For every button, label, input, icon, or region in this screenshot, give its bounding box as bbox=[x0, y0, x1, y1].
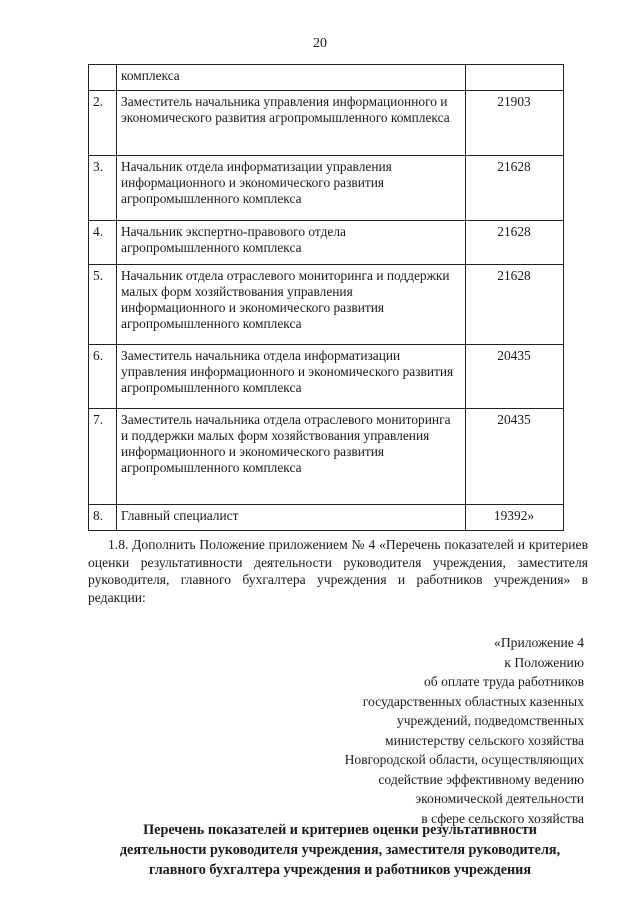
salary-value: 20435 bbox=[466, 409, 564, 505]
row-number: 2. bbox=[89, 91, 117, 156]
row-number: 7. bbox=[89, 409, 117, 505]
appendix-line: к Положению bbox=[504, 654, 584, 670]
table-row bbox=[89, 221, 564, 265]
salary-value: 21628 bbox=[466, 156, 564, 221]
position-title: Начальник экспертно-правового отдела агропромышленного комплекса bbox=[117, 221, 466, 265]
appendix-line: министерству сельского хозяйства bbox=[385, 732, 584, 748]
row-number: 5. bbox=[89, 265, 117, 345]
row-number: 4. bbox=[89, 221, 117, 265]
position-title: Заместитель начальника управления информационного и экономического развития агропромышленного комплекса bbox=[117, 91, 466, 156]
position-title: Главный специалист bbox=[117, 505, 466, 531]
salary-value: 20435 bbox=[466, 345, 564, 409]
position-title: Заместитель начальника отдела отраслевого мониторинга и поддержки малых форм хозяйствования управления информационного и экономического развития агропромышленного комплекса bbox=[117, 409, 466, 505]
salary-value: 19392» bbox=[466, 505, 564, 531]
appendix-line: учреждений, подведомственных bbox=[396, 713, 584, 728]
title-line: Перечень показателей и критериев оценки результативности bbox=[143, 822, 537, 838]
position-title: Начальник отдела отраслевого мониторинга и поддержки малых форм хозяйствования управления информационного и экономического развития агропромышленного комплекса bbox=[117, 265, 466, 345]
table-row bbox=[89, 156, 564, 221]
appendix-line: содействие эффективному ведению bbox=[378, 771, 584, 787]
page-number: 20 bbox=[313, 36, 327, 51]
row-number: 6. bbox=[89, 345, 117, 409]
appendix-line: Новгородской области, осуществляющих bbox=[344, 752, 584, 767]
row-number: 3. bbox=[89, 156, 117, 221]
appendix-line: «Приложение 4 bbox=[494, 635, 584, 650]
position-title: Начальник отдела информатизации управления информационного и экономического развития агропромышленного комплекса bbox=[117, 156, 466, 221]
table-row bbox=[89, 65, 564, 91]
amendment-paragraph: 1.8. Дополнить Положение приложением № 4 «Перечень показателей и критериев оценки результативности деятельности руководителя учреждения, заместителя руководителя, главного бухгалтера учреждения и работников учреждения» в редакции: bbox=[88, 537, 588, 605]
section-title bbox=[60, 820, 620, 880]
salary-value: 21903 bbox=[466, 91, 564, 156]
title-line: главного бухгалтера учреждения и работников учреждения bbox=[148, 862, 532, 878]
title-line: деятельности руководителя учреждения, заместителя руководителя, bbox=[119, 842, 561, 858]
table-row bbox=[89, 345, 564, 409]
position-title: Заместитель начальника отдела информатизации управления информационного и экономического развития агропромышленного комплекса bbox=[117, 345, 466, 409]
row-number bbox=[89, 65, 117, 91]
table-row bbox=[89, 409, 564, 505]
appendix-line: экономической деятельности bbox=[415, 791, 584, 806]
salary-value: 21628 bbox=[466, 265, 564, 345]
table-row bbox=[89, 91, 564, 156]
row-number: 8. bbox=[89, 505, 117, 531]
appendix-line: в сфере сельского хозяйства bbox=[421, 810, 584, 826]
table-row bbox=[89, 265, 564, 345]
position-title: комплекса bbox=[117, 65, 466, 91]
appendix-line: об оплате труда работников bbox=[423, 674, 584, 689]
salary-value: 21628 bbox=[466, 221, 564, 265]
salary-table bbox=[88, 64, 564, 531]
salary-value bbox=[466, 65, 564, 91]
appendix-line: государственных областных казенных bbox=[362, 693, 584, 709]
appendix-reference bbox=[345, 633, 584, 828]
table-row bbox=[89, 505, 564, 531]
